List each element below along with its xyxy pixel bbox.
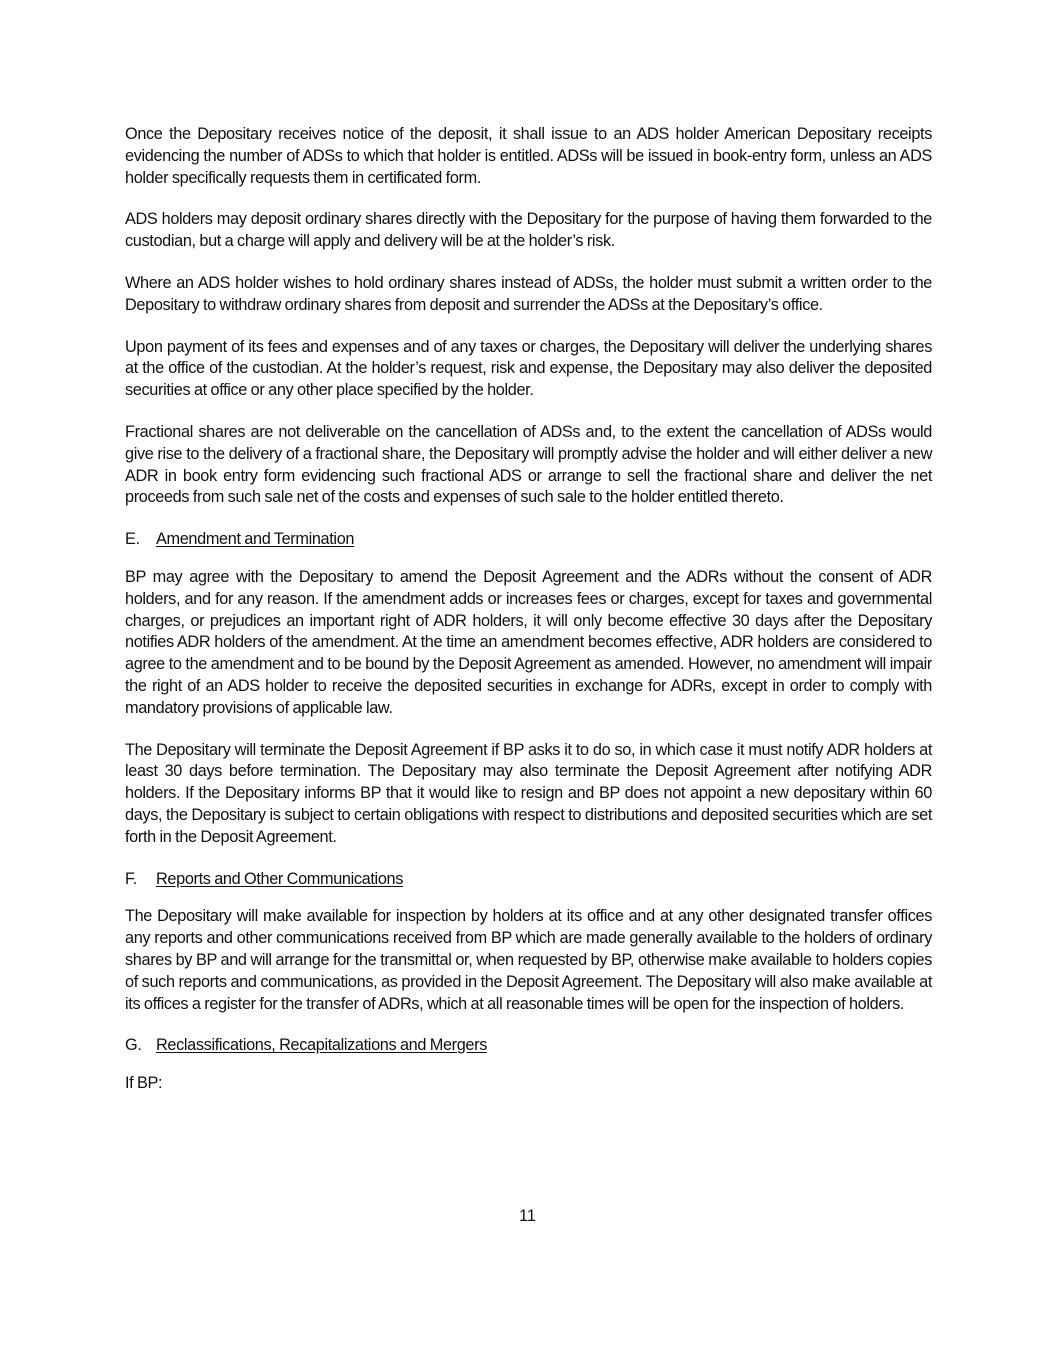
section-heading-reports [125, 869, 932, 891]
section-letter: F. [125, 869, 137, 888]
paragraph-fractional-shares: Fractional shares are not deliverable on the cancellation of ADSs and, to the extent the cancellation of ADSs would give rise to the delivery of a fractional share, the Depositary will promptly advise the holder and will either deliver a new ADR in book entry form evidencing such fractional ADS or arrange to sell the fractional share and deliver the net proceeds from such sale net of the costs and expenses of such sale to the holder entitled thereto. [125, 422, 932, 507]
section-title: Amendment and Termination [156, 530, 355, 549]
paragraph-amendment: BP may agree with the Depositary to amend the Deposit Agreement and the ADRs without the consent of ADR holders, and for any reason. If the amendment adds or increases fees or charges, except for taxes and governmental charges, or prejudices an important right of ADR holders, it will only become effective 30 days after the Depositary notifies ADR holders of the amendment. At the time an amendment becomes effective, ADR holders are considered to agree to the amendment and to be bound by the Deposit Agreement as amended. However, no amendment will impair the right of an ADS holder to receive the deposited securities in exchange for ADRs, except in order to comply with mandatory provisions of applicable law. [125, 567, 932, 717]
section-heading-reclassifications [125, 1035, 932, 1057]
section-title: Reclassifications, Recapitalizations and Mergers [156, 1036, 488, 1055]
paragraph-deposit-notice: Once the Depositary receives notice of the deposit, it shall issue to an ADS holder American Depositary receipts evidencing the number of ADSs to which that holder is entitled. ADSs will be issued in book-entry form, unless an ADS holder specifically requests them in certificated form. [125, 125, 932, 187]
paragraph-if-bp: If BP: [125, 1074, 163, 1093]
document-page [125, 124, 932, 1115]
paragraph-withdraw-shares: Where an ADS holder wishes to hold ordinary shares instead of ADSs, the holder must submit a written order to the Depositary to withdraw ordinary shares from deposit and surrender the ADSs at the Depositary’s office. [125, 273, 932, 314]
section-letter: E. [125, 530, 140, 549]
paragraph-termination: The Depositary will terminate the Deposit Agreement if BP asks it to do so, in which case it must notify ADR holders at least 30 days before termination. The Depositary may also terminate the Deposit Agreement after notifying ADR holders. If the Depositary informs BP that it would like to resign and BP does not appoint a new depositary within 60 days, the Depositary is subject to certain obligations with respect to distributions and deposited securities which are set forth in the Deposit Agreement. [125, 740, 932, 846]
section-letter: G. [125, 1036, 142, 1055]
paragraph-direct-deposit: ADS holders may deposit ordinary shares directly with the Depositary for the purpose of having them forwarded to the custodian, but a charge will apply and delivery will be at the holder’s risk. [125, 210, 932, 251]
section-heading-amendment [125, 529, 932, 551]
paragraph-reports: The Depositary will make available for inspection by holders at its office and at any other designated transfer offices any reports and other communications received from BP which are made generally available to the holders of ordinary shares by BP and will arrange for the transmittal or, when requested by BP, otherwise make available to holders copies of such reports and communications, as provided in the Deposit Agreement. The Depositary will also make available at its offices a register for the transfer of ADRs, which at all reasonable times will be open for the inspection of holders. [125, 907, 932, 1013]
section-title: Reports and Other Communications [156, 869, 404, 888]
paragraph-delivery-of-shares: Upon payment of its fees and expenses and of any taxes or charges, the Depositary will deliver the underlying shares at the office of the custodian. At the holder’s request, risk and expense, the Depositary may also deliver the deposited securities at office or any other place specified by the holder. [125, 337, 932, 400]
page-number: 11 [519, 1207, 536, 1225]
